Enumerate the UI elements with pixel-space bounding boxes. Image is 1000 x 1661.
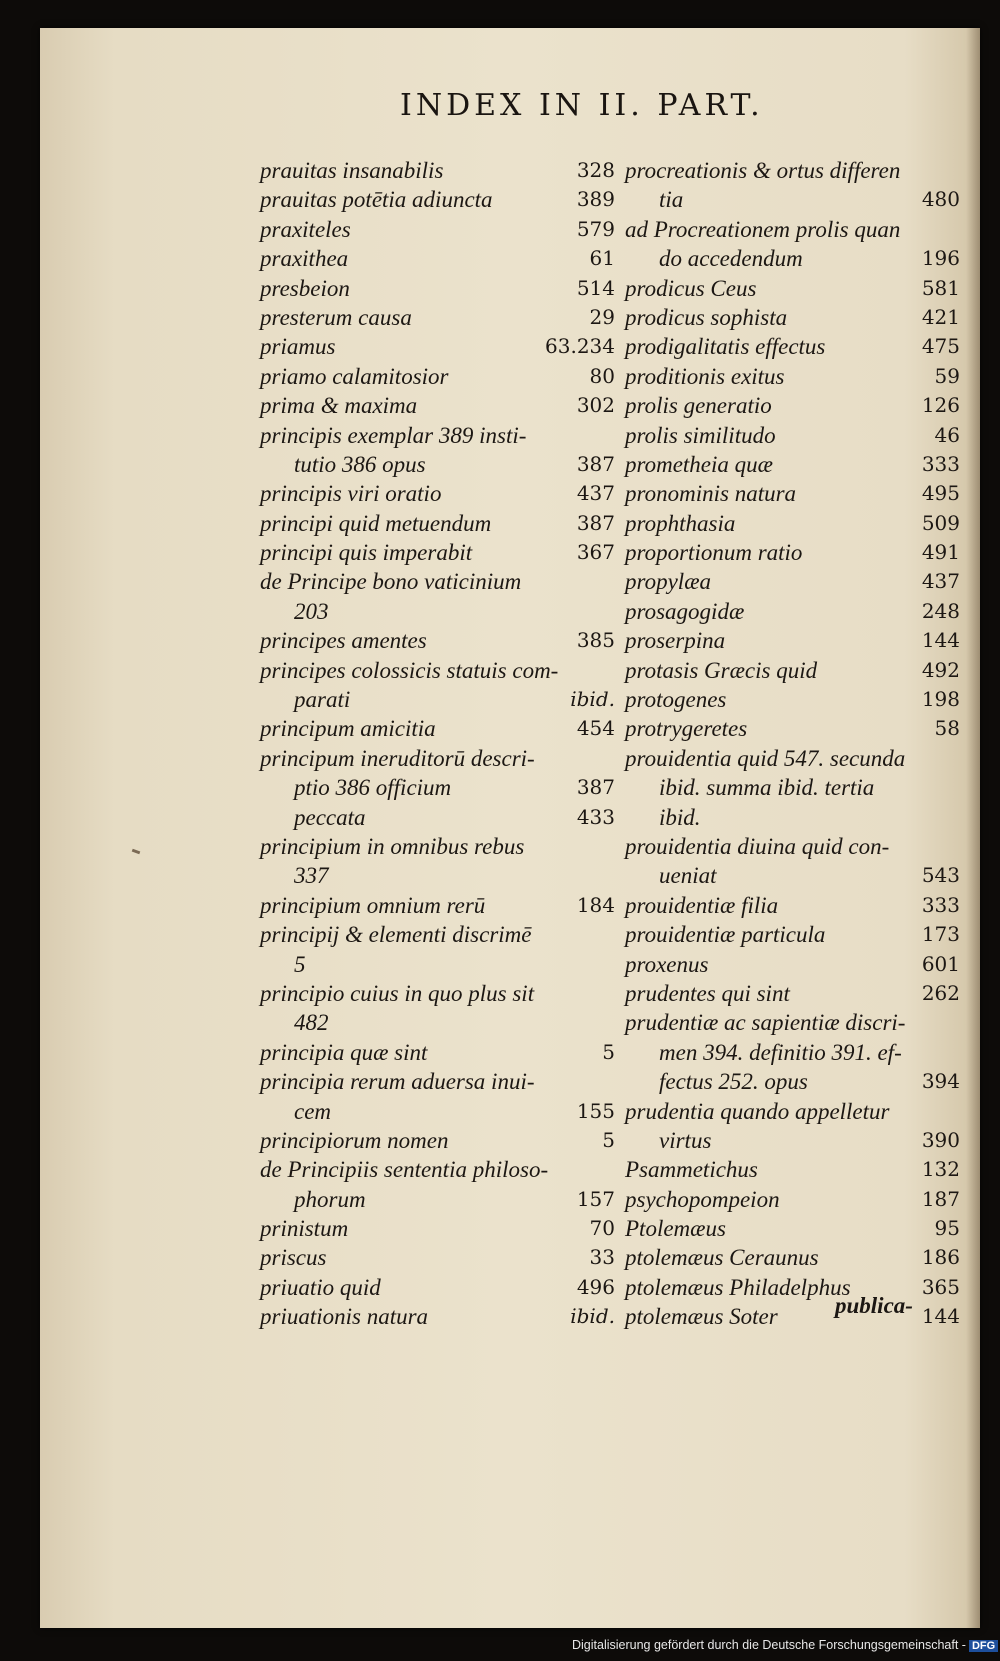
index-entry xyxy=(625,450,960,479)
index-entry xyxy=(625,391,960,420)
index-page-number: 581 xyxy=(921,275,960,300)
index-term: prauitas insanabilis xyxy=(260,158,444,183)
index-column-left xyxy=(260,156,615,1332)
index-term: prudentia quando appelletur xyxy=(625,1098,890,1124)
index-page-number: 70 xyxy=(589,1216,615,1241)
dfg-logo: DFG xyxy=(969,1640,998,1652)
index-entry xyxy=(625,303,960,332)
index-term: procreationis & ortus differen xyxy=(625,158,901,183)
index-page-number: 421 xyxy=(921,304,960,329)
index-entry xyxy=(260,303,615,332)
index-page-number: 173 xyxy=(921,922,960,947)
index-page-number: 248 xyxy=(921,598,960,623)
index-entry xyxy=(625,1185,960,1214)
index-entry xyxy=(625,656,960,685)
index-term: cem xyxy=(294,1098,332,1124)
index-entry xyxy=(260,185,615,214)
index-term: principi quid metuendum xyxy=(260,510,492,536)
index-term: priamus xyxy=(260,334,336,360)
index-term: principij & elementi discrimē xyxy=(260,922,532,948)
index-entry xyxy=(260,803,615,832)
index-entry xyxy=(625,215,960,244)
index-term: ptolemæus Soter xyxy=(625,1304,778,1330)
index-term: ptio 386 officium xyxy=(294,775,452,801)
index-term: principia quæ sint xyxy=(260,1039,428,1065)
index-entry xyxy=(260,479,615,508)
index-term: prolis similitudo xyxy=(625,422,776,448)
index-entry xyxy=(625,1243,960,1272)
index-entry xyxy=(625,773,960,802)
index-term: prima & maxima xyxy=(260,393,418,419)
index-page-number: 328 xyxy=(576,158,615,182)
index-term: 337 xyxy=(294,863,329,889)
index-term: tia xyxy=(659,187,684,213)
index-page-number: 187 xyxy=(921,1186,960,1211)
index-page-number: ibid. xyxy=(570,687,615,712)
running-header: INDEX IN II. PART. xyxy=(400,88,764,123)
index-term: proditionis exitus xyxy=(625,363,785,389)
index-page-number: 514 xyxy=(576,275,615,300)
index-term: prouidentiæ particula xyxy=(625,922,826,948)
index-entry xyxy=(625,274,960,303)
index-entry xyxy=(625,1126,960,1155)
index-entry xyxy=(625,891,960,920)
index-term: 203 xyxy=(294,598,329,624)
index-entry xyxy=(625,567,960,596)
index-entry xyxy=(260,1185,615,1214)
index-term: prauitas potētia adiuncta xyxy=(260,187,493,213)
index-page-number: 437 xyxy=(576,481,615,506)
index-entry xyxy=(625,362,960,391)
index-page-number: 475 xyxy=(921,334,960,359)
index-page-number: 495 xyxy=(921,481,960,506)
index-term: principum amicitia xyxy=(260,716,436,742)
index-entry xyxy=(260,244,615,273)
index-term: prouidentia quid 547. secunda xyxy=(625,745,906,771)
index-page-number: 157 xyxy=(576,1186,615,1211)
index-entry xyxy=(625,803,960,832)
index-entry xyxy=(260,979,615,1008)
index-page-number: 491 xyxy=(921,540,960,565)
index-term: prinistum xyxy=(260,1216,349,1242)
index-term: 5 xyxy=(294,951,306,977)
index-entry xyxy=(260,567,615,596)
index-page-number: 333 xyxy=(921,892,960,917)
index-page-number: 262 xyxy=(921,980,960,1005)
index-term: principes colossicis statuis com- xyxy=(260,657,559,683)
index-entry xyxy=(260,1155,615,1184)
index-entry xyxy=(260,626,615,655)
index-term: prolis generatio xyxy=(625,393,772,419)
digitization-footer xyxy=(572,1638,996,1656)
index-term: prometheia quæ xyxy=(625,451,773,477)
index-page-number: ibid. xyxy=(570,1304,615,1329)
index-term: protasis Græcis quid xyxy=(625,657,818,683)
index-page-number: 184 xyxy=(576,892,615,917)
index-entry xyxy=(260,714,615,743)
index-term: protrygeretes xyxy=(625,716,748,742)
index-page-number: 58 xyxy=(934,716,960,741)
index-entry xyxy=(625,1008,960,1037)
index-entry xyxy=(260,891,615,920)
index-term: de Principiis sententia philoso- xyxy=(260,1157,549,1183)
index-entry xyxy=(260,509,615,538)
index-entry xyxy=(260,391,615,420)
index-page-number: 46 xyxy=(934,422,960,447)
index-page-number: 196 xyxy=(921,246,960,271)
index-term: phorum xyxy=(294,1186,366,1212)
index-entry xyxy=(260,274,615,303)
index-page-number: 365 xyxy=(921,1274,960,1299)
index-term: prophthasia xyxy=(625,510,736,536)
index-term: de Principe bono vaticinium xyxy=(260,569,522,595)
index-page-number: 59 xyxy=(934,363,960,388)
index-entry xyxy=(625,950,960,979)
index-page-number: 387 xyxy=(576,775,615,800)
index-page-number: 95 xyxy=(934,1216,960,1241)
index-entry xyxy=(260,950,615,979)
index-entry xyxy=(625,1214,960,1243)
index-page-number: 302 xyxy=(576,393,615,418)
index-entry xyxy=(260,920,615,949)
index-term: principium omnium rerū xyxy=(260,892,486,918)
index-term: tutio 386 opus xyxy=(294,451,426,477)
index-page-number: 390 xyxy=(921,1127,960,1152)
index-term: parati xyxy=(294,687,351,713)
index-term: priuatio quid xyxy=(260,1274,381,1300)
index-term: ibid. summa ibid. tertia xyxy=(659,775,875,801)
index-term: prudentiæ ac sapientiæ discri- xyxy=(625,1010,906,1036)
index-term: virtus xyxy=(659,1127,712,1153)
index-page-number: 480 xyxy=(921,187,960,212)
index-term: do accedendum xyxy=(659,246,803,272)
index-entry xyxy=(260,1273,615,1302)
index-term: praxithea xyxy=(260,246,349,272)
index-term: priscus xyxy=(260,1245,327,1271)
index-entry xyxy=(625,597,960,626)
index-page-number: 394 xyxy=(921,1069,960,1094)
index-entry xyxy=(260,362,615,391)
index-term: principis exemplar 389 insti- xyxy=(260,422,527,448)
index-term: Ptolemæus xyxy=(625,1216,726,1242)
index-page-number: 63.234 xyxy=(545,334,615,359)
index-term: prodigalitatis effectus xyxy=(625,334,826,360)
index-entry xyxy=(260,832,615,861)
index-term: proxenus xyxy=(625,951,709,977)
index-page-number: 543 xyxy=(921,863,960,888)
index-entry xyxy=(625,979,960,1008)
index-term: prodicus sophista xyxy=(625,304,788,330)
index-term: priamo calamitosior xyxy=(260,363,449,389)
index-page-number: 387 xyxy=(576,451,615,476)
index-term: peccata xyxy=(294,804,366,830)
index-page-number: 601 xyxy=(921,951,960,976)
index-term: principia rerum aduersa inui- xyxy=(260,1069,535,1095)
index-term: prosagogidæ xyxy=(625,598,745,624)
footer-text: Digitalisierung gefördert durch die Deutsche Forschungsgemeinschaft - xyxy=(572,1638,966,1652)
index-term: principiorum nomen xyxy=(260,1127,449,1153)
index-entry xyxy=(625,479,960,508)
index-term: principum ineruditorū descri- xyxy=(260,745,535,771)
index-entry xyxy=(260,450,615,479)
index-entry xyxy=(625,1097,960,1126)
index-entry xyxy=(625,1155,960,1184)
index-page-number: 333 xyxy=(921,451,960,476)
page-edge-shadow xyxy=(966,28,980,1628)
index-page-number: 198 xyxy=(921,687,960,712)
index-entry xyxy=(260,1038,615,1067)
index-page-number: 509 xyxy=(921,510,960,535)
index-term: proserpina xyxy=(625,628,726,654)
index-page-number: 186 xyxy=(921,1245,960,1270)
index-entry xyxy=(260,685,615,714)
index-page-number: 33 xyxy=(589,1245,615,1270)
index-term: ueniat xyxy=(659,863,717,889)
index-term: principio cuius in quo plus sit xyxy=(260,980,535,1006)
index-term: presterum causa xyxy=(260,304,412,330)
index-term: ad Procreationem prolis quan xyxy=(625,216,901,242)
index-column-right xyxy=(625,156,960,1332)
index-term: prudentes qui sint xyxy=(625,980,790,1006)
index-entry xyxy=(260,656,615,685)
index-entry xyxy=(260,1126,615,1155)
index-page-number: 155 xyxy=(576,1098,615,1123)
index-term: pronominis natura xyxy=(625,481,797,507)
index-page-number: 437 xyxy=(921,569,960,594)
index-term: ptolemæus Philadelphus xyxy=(625,1274,851,1300)
index-term: Psammetichus xyxy=(625,1157,758,1183)
index-page-number: 144 xyxy=(921,628,960,653)
index-term: men 394. definitio 391. ef- xyxy=(659,1039,902,1065)
index-term: 482 xyxy=(294,1010,329,1036)
catchword: publica- xyxy=(835,1293,913,1318)
index-entry xyxy=(260,861,615,890)
index-term: proportionum ratio xyxy=(625,540,803,566)
index-page-number: 454 xyxy=(576,716,615,741)
index-page-number: 80 xyxy=(589,363,615,388)
index-term: praxiteles xyxy=(260,216,351,242)
index-entry xyxy=(625,1067,960,1096)
index-entry xyxy=(260,773,615,802)
index-entry xyxy=(260,744,615,773)
index-page-number: 132 xyxy=(921,1157,960,1182)
index-page-number: 126 xyxy=(921,393,960,418)
index-term: fectus 252. opus xyxy=(659,1069,808,1095)
index-term: psychopompeion xyxy=(625,1186,780,1212)
index-page-number: 433 xyxy=(576,804,615,829)
index-page-number: 385 xyxy=(576,628,615,653)
index-entry xyxy=(625,185,960,214)
index-entry xyxy=(260,1214,615,1243)
index-entry xyxy=(625,244,960,273)
index-entry xyxy=(625,861,960,890)
index-entry xyxy=(260,538,615,567)
index-entry xyxy=(260,1067,615,1096)
index-page-number: 61 xyxy=(589,246,615,271)
index-entry xyxy=(625,685,960,714)
index-entry xyxy=(260,332,615,361)
index-term: ibid. xyxy=(659,804,701,830)
index-page-number: 5 xyxy=(602,1127,615,1152)
index-term: prodicus Ceus xyxy=(625,275,757,301)
index-entry xyxy=(260,1097,615,1126)
index-page-number: 492 xyxy=(921,657,960,682)
index-term: principes amentes xyxy=(260,628,427,654)
index-entry xyxy=(260,1302,615,1331)
index-entry xyxy=(625,832,960,861)
index-entry xyxy=(260,597,615,626)
index-page-number: 579 xyxy=(576,216,615,241)
index-page-number: 367 xyxy=(576,540,615,565)
index-entry xyxy=(260,215,615,244)
book-page xyxy=(40,28,980,1628)
index-term: propylæa xyxy=(625,569,712,595)
index-page-number: 387 xyxy=(576,510,615,535)
index-page-number: 496 xyxy=(576,1274,615,1299)
index-entry xyxy=(625,920,960,949)
index-entry xyxy=(625,744,960,773)
index-entry xyxy=(625,714,960,743)
index-term: principium in omnibus rebus xyxy=(260,833,525,859)
index-page-number: 144 xyxy=(921,1304,960,1329)
index-term: presbeion xyxy=(260,275,350,301)
index-term: protogenes xyxy=(625,687,727,713)
index-entry xyxy=(625,332,960,361)
index-term: prouidentia diuina quid con- xyxy=(625,833,890,859)
index-page-number: 29 xyxy=(589,304,615,329)
index-entry xyxy=(625,421,960,450)
index-page-number: 389 xyxy=(576,187,615,212)
index-entry xyxy=(625,156,960,185)
index-entry xyxy=(625,538,960,567)
index-term: principi quis imperabit xyxy=(260,540,473,566)
index-entry xyxy=(260,421,615,450)
index-entry xyxy=(625,626,960,655)
index-entry xyxy=(260,1243,615,1272)
index-page-number: 5 xyxy=(602,1039,615,1064)
index-entry xyxy=(625,509,960,538)
index-term: principis viri oratio xyxy=(260,481,442,507)
index-term: prouidentiæ filia xyxy=(625,892,779,918)
index-term: priuationis natura xyxy=(260,1304,429,1330)
index-entry xyxy=(260,1008,615,1037)
index-term: ptolemæus Ceraunus xyxy=(625,1245,819,1271)
page-mark xyxy=(132,849,141,855)
index-entry xyxy=(260,156,615,185)
index-entry xyxy=(625,1038,960,1067)
